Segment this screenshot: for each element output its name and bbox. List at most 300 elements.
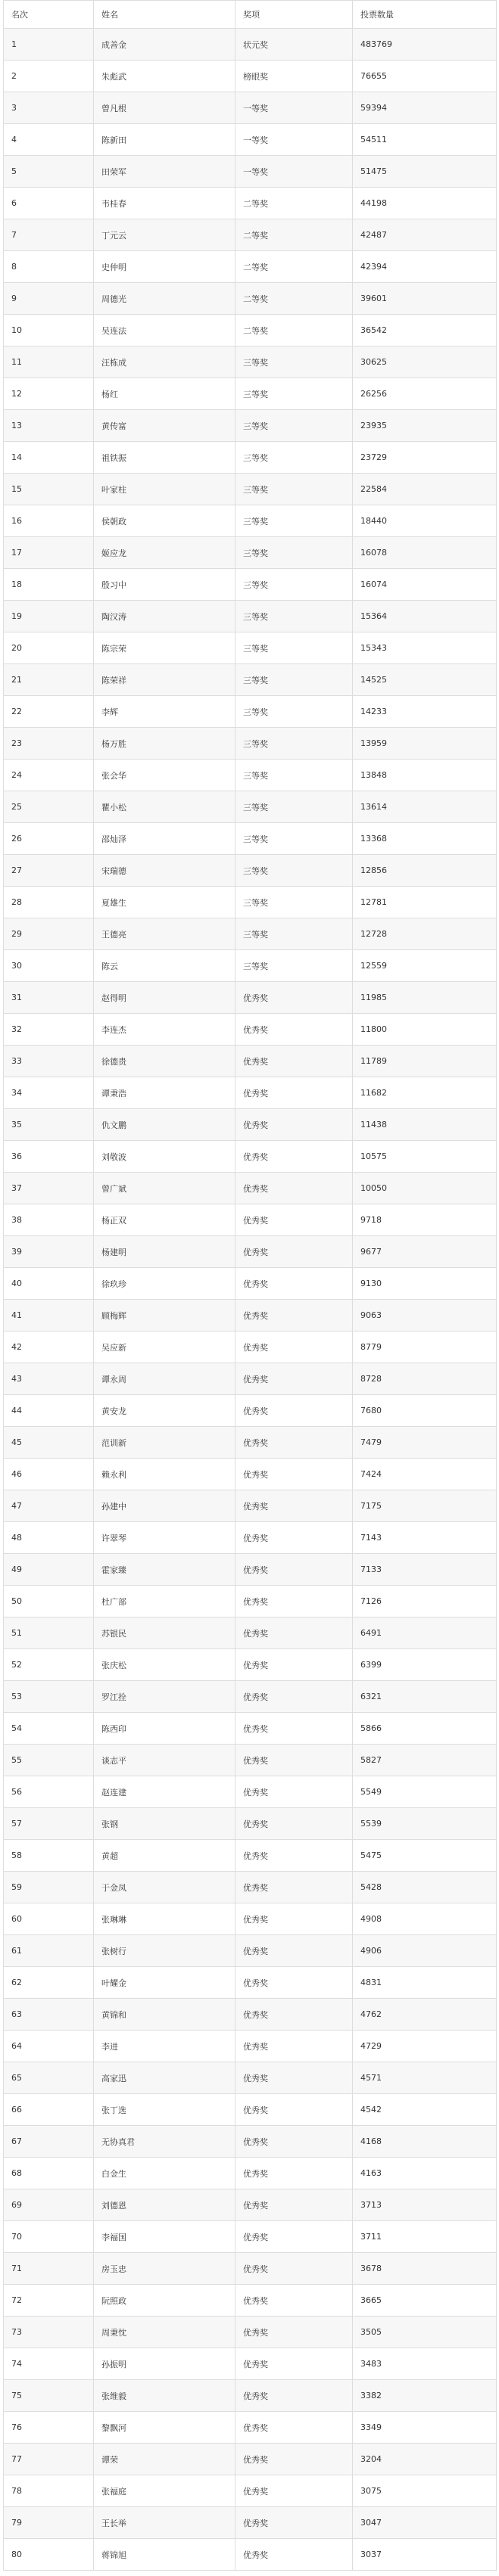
award-cell: 优秀奖 (235, 1300, 353, 1332)
votes-cell: 11985 (353, 982, 497, 1014)
votes-cell: 3713 (353, 2189, 497, 2221)
table-row (4, 1363, 497, 1395)
votes-cell: 4168 (353, 2126, 497, 2158)
award-cell: 二等奖 (235, 219, 353, 251)
name-cell: 曾广斌 (94, 1173, 235, 1204)
votes-cell: 4762 (353, 1999, 497, 2031)
award-cell: 优秀奖 (235, 1522, 353, 1554)
name-cell: 刘敬波 (94, 1141, 235, 1173)
table-row (4, 1967, 497, 1999)
name-cell: 李进 (94, 2031, 235, 2062)
award-cell: 一等奖 (235, 156, 353, 188)
rank-cell: 28 (4, 887, 94, 918)
votes-cell: 5475 (353, 1840, 497, 1872)
rank-cell: 70 (4, 2221, 94, 2253)
table-row (4, 474, 497, 505)
name-cell: 赵连建 (94, 1776, 235, 1808)
award-cell: 优秀奖 (235, 1268, 353, 1300)
table-row (4, 1046, 497, 1077)
votes-cell: 5428 (353, 1872, 497, 1903)
table-row (4, 1332, 497, 1363)
award-cell: 优秀奖 (235, 1427, 353, 1459)
table-row (4, 1141, 497, 1173)
rank-cell: 50 (4, 1586, 94, 1617)
rank-cell: 18 (4, 569, 94, 601)
name-cell: 汪栋成 (94, 346, 235, 378)
name-cell: 曾凡根 (94, 92, 235, 124)
name-cell: 杨正双 (94, 1204, 235, 1236)
award-cell: 优秀奖 (235, 982, 353, 1014)
rank-cell: 23 (4, 728, 94, 760)
name-cell: 朱彪武 (94, 61, 235, 92)
name-cell: 黄传富 (94, 410, 235, 442)
table-row (4, 918, 497, 950)
award-cell: 三等奖 (235, 601, 353, 632)
name-cell: 叶家柱 (94, 474, 235, 505)
rank-cell: 53 (4, 1681, 94, 1713)
rank-cell: 80 (4, 2539, 94, 2571)
award-cell: 优秀奖 (235, 1649, 353, 1681)
table-row (4, 1554, 497, 1586)
name-cell: 杨建明 (94, 1236, 235, 1268)
rank-cell: 45 (4, 1427, 94, 1459)
rank-cell: 69 (4, 2189, 94, 2221)
table-row (4, 1109, 497, 1141)
table-row (4, 1459, 497, 1490)
name-cell: 张庆松 (94, 1649, 235, 1681)
votes-cell: 12781 (353, 887, 497, 918)
award-cell: 优秀奖 (235, 2031, 353, 2062)
votes-cell: 23935 (353, 410, 497, 442)
rank-cell: 72 (4, 2285, 94, 2317)
votes-cell: 13368 (353, 823, 497, 855)
award-cell: 三等奖 (235, 537, 353, 569)
table-row (4, 251, 497, 283)
table-row (4, 791, 497, 823)
rank-cell: 34 (4, 1077, 94, 1109)
award-cell: 优秀奖 (235, 1014, 353, 1046)
award-cell: 优秀奖 (235, 2094, 353, 2126)
votes-cell: 4163 (353, 2158, 497, 2189)
award-cell: 优秀奖 (235, 1204, 353, 1236)
table-row (4, 346, 497, 378)
name-cell: 张树行 (94, 1935, 235, 1967)
rank-cell: 62 (4, 1967, 94, 1999)
votes-cell: 7175 (353, 1490, 497, 1522)
table-row (4, 2285, 497, 2317)
name-cell: 黄安龙 (94, 1395, 235, 1427)
name-cell: 房玉忠 (94, 2253, 235, 2285)
votes-cell: 3483 (353, 2348, 497, 2380)
rank-cell: 57 (4, 1808, 94, 1840)
votes-cell: 10575 (353, 1141, 497, 1173)
award-cell: 状元奖 (235, 29, 353, 61)
votes-cell: 12559 (353, 950, 497, 982)
award-cell: 优秀奖 (235, 1173, 353, 1204)
rank-cell: 16 (4, 505, 94, 537)
name-cell: 赖永利 (94, 1459, 235, 1490)
votes-cell: 8728 (353, 1363, 497, 1395)
name-cell: 谈志平 (94, 1745, 235, 1776)
table-row (4, 283, 497, 315)
votes-cell: 15364 (353, 601, 497, 632)
votes-cell: 4831 (353, 1967, 497, 1999)
table-row (4, 1077, 497, 1109)
table-row (4, 2412, 497, 2444)
table-row (4, 1745, 497, 1776)
name-cell: 宋瑞德 (94, 855, 235, 887)
name-cell: 于金凤 (94, 1872, 235, 1903)
name-cell: 孙建中 (94, 1490, 235, 1522)
name-cell: 杨万胜 (94, 728, 235, 760)
name-cell: 吴连法 (94, 315, 235, 346)
rank-cell: 51 (4, 1617, 94, 1649)
rank-cell: 22 (4, 696, 94, 728)
name-cell: 邵灿泽 (94, 823, 235, 855)
table-row (4, 2380, 497, 2412)
award-cell: 三等奖 (235, 632, 353, 664)
table-row (4, 1490, 497, 1522)
rank-cell: 9 (4, 283, 94, 315)
votes-cell: 4542 (353, 2094, 497, 2126)
award-cell: 优秀奖 (235, 2412, 353, 2444)
votes-cell: 39601 (353, 283, 497, 315)
name-cell: 徐德贵 (94, 1046, 235, 1077)
votes-cell: 3204 (353, 2444, 497, 2475)
award-cell: 二等奖 (235, 283, 353, 315)
rank-cell: 41 (4, 1300, 94, 1332)
award-cell: 优秀奖 (235, 1745, 353, 1776)
table-row (4, 124, 497, 156)
table-row (4, 2031, 497, 2062)
table-row (4, 696, 497, 728)
table-row (4, 410, 497, 442)
votes-cell: 15343 (353, 632, 497, 664)
name-cell: 谭秉浩 (94, 1077, 235, 1109)
rank-cell: 47 (4, 1490, 94, 1522)
name-cell: 苏银民 (94, 1617, 235, 1649)
name-cell: 周德光 (94, 283, 235, 315)
award-cell: 三等奖 (235, 728, 353, 760)
table-row (4, 2253, 497, 2285)
table-row (4, 378, 497, 410)
votes-cell: 9130 (353, 1268, 497, 1300)
table-row (4, 442, 497, 474)
name-cell: 叶耀金 (94, 1967, 235, 1999)
award-cell: 优秀奖 (235, 1776, 353, 1808)
name-cell: 刘德恩 (94, 2189, 235, 2221)
name-cell: 王长举 (94, 2507, 235, 2539)
table-row (4, 2126, 497, 2158)
award-cell: 优秀奖 (235, 2221, 353, 2253)
rank-cell: 2 (4, 61, 94, 92)
rank-cell: 14 (4, 442, 94, 474)
award-cell: 优秀奖 (235, 1713, 353, 1745)
votes-cell: 30625 (353, 346, 497, 378)
table-row (4, 728, 497, 760)
table-row (4, 92, 497, 124)
rank-cell: 10 (4, 315, 94, 346)
award-cell: 三等奖 (235, 664, 353, 696)
award-cell: 三等奖 (235, 442, 353, 474)
award-cell: 三等奖 (235, 918, 353, 950)
table-body (4, 29, 497, 2571)
table-row (4, 664, 497, 696)
award-cell: 优秀奖 (235, 2253, 353, 2285)
header-row (4, 1, 497, 29)
table-row (4, 1204, 497, 1236)
award-cell: 三等奖 (235, 505, 353, 537)
votes-cell: 5549 (353, 1776, 497, 1808)
table-row (4, 1522, 497, 1554)
name-cell: 陈宗荣 (94, 632, 235, 664)
votes-cell: 4729 (353, 2031, 497, 2062)
votes-cell: 12856 (353, 855, 497, 887)
votes-cell: 14233 (353, 696, 497, 728)
votes-cell: 4908 (353, 1903, 497, 1935)
award-cell: 优秀奖 (235, 1935, 353, 1967)
name-cell: 陈西印 (94, 1713, 235, 1745)
rank-cell: 46 (4, 1459, 94, 1490)
table-row (4, 2094, 497, 2126)
rank-cell: 48 (4, 1522, 94, 1554)
votes-cell: 3382 (353, 2380, 497, 2412)
votes-cell: 8779 (353, 1332, 497, 1363)
award-cell: 优秀奖 (235, 1586, 353, 1617)
votes-cell: 11682 (353, 1077, 497, 1109)
award-cell: 优秀奖 (235, 2158, 353, 2189)
votes-cell: 18440 (353, 505, 497, 537)
table-row (4, 569, 497, 601)
votes-cell: 7424 (353, 1459, 497, 1490)
votes-cell: 6321 (353, 1681, 497, 1713)
name-cell: 黄超 (94, 1840, 235, 1872)
rank-cell: 12 (4, 378, 94, 410)
table-row (4, 1999, 497, 2031)
name-cell: 史仲明 (94, 251, 235, 283)
name-cell: 李福国 (94, 2221, 235, 2253)
name-cell: 田荣军 (94, 156, 235, 188)
column-header-name: 姓名 (94, 1, 235, 29)
name-cell: 张会华 (94, 760, 235, 791)
votes-cell: 4906 (353, 1935, 497, 1967)
votes-cell: 3047 (353, 2507, 497, 2539)
votes-cell: 10050 (353, 1173, 497, 1204)
name-cell: 蒋锦旭 (94, 2539, 235, 2571)
table-row (4, 219, 497, 251)
votes-cell: 7479 (353, 1427, 497, 1459)
name-cell: 陶汉涛 (94, 601, 235, 632)
award-cell: 优秀奖 (235, 2189, 353, 2221)
name-cell: 阮照政 (94, 2285, 235, 2317)
table-row (4, 1427, 497, 1459)
rank-cell: 44 (4, 1395, 94, 1427)
name-cell: 侯朝政 (94, 505, 235, 537)
award-cell: 优秀奖 (235, 1554, 353, 1586)
rank-cell: 66 (4, 2094, 94, 2126)
award-cell: 榜眼奖 (235, 61, 353, 92)
rank-cell: 43 (4, 1363, 94, 1395)
name-cell: 姬应龙 (94, 537, 235, 569)
award-cell: 三等奖 (235, 823, 353, 855)
votes-cell: 44198 (353, 188, 497, 219)
rank-cell: 54 (4, 1713, 94, 1745)
award-cell: 优秀奖 (235, 1840, 353, 1872)
award-cell: 优秀奖 (235, 1808, 353, 1840)
votes-cell: 76655 (353, 61, 497, 92)
award-cell: 优秀奖 (235, 1363, 353, 1395)
votes-cell: 5866 (353, 1713, 497, 1745)
name-cell: 成善金 (94, 29, 235, 61)
table-row (4, 1872, 497, 1903)
rank-cell: 26 (4, 823, 94, 855)
award-cell: 优秀奖 (235, 2126, 353, 2158)
rank-cell: 30 (4, 950, 94, 982)
table-row (4, 2444, 497, 2475)
rank-cell: 15 (4, 474, 94, 505)
rank-cell: 67 (4, 2126, 94, 2158)
award-cell: 二等奖 (235, 188, 353, 219)
votes-cell: 16078 (353, 537, 497, 569)
rank-cell: 37 (4, 1173, 94, 1204)
award-cell: 优秀奖 (235, 1903, 353, 1935)
table-row (4, 2507, 497, 2539)
award-cell: 优秀奖 (235, 1395, 353, 1427)
table-row (4, 1395, 497, 1427)
table-row (4, 887, 497, 918)
table-row (4, 61, 497, 92)
award-cell: 优秀奖 (235, 2380, 353, 2412)
votes-cell: 23729 (353, 442, 497, 474)
votes-cell: 11789 (353, 1046, 497, 1077)
rank-cell: 68 (4, 2158, 94, 2189)
name-cell: 罗江拴 (94, 1681, 235, 1713)
award-cell: 优秀奖 (235, 1459, 353, 1490)
column-header-rank: 名次 (4, 1, 94, 29)
table-header (4, 1, 497, 29)
award-cell: 优秀奖 (235, 1681, 353, 1713)
rank-cell: 38 (4, 1204, 94, 1236)
rank-cell: 19 (4, 601, 94, 632)
name-cell: 杜广部 (94, 1586, 235, 1617)
rank-cell: 8 (4, 251, 94, 283)
table-row (4, 1268, 497, 1300)
rank-cell: 6 (4, 188, 94, 219)
table-row (4, 1935, 497, 1967)
table-row (4, 982, 497, 1014)
rank-cell: 63 (4, 1999, 94, 2031)
rank-cell: 13 (4, 410, 94, 442)
rank-cell: 58 (4, 1840, 94, 1872)
award-cell: 三等奖 (235, 760, 353, 791)
table-row (4, 1808, 497, 1840)
award-cell: 优秀奖 (235, 1332, 353, 1363)
votes-cell: 16074 (353, 569, 497, 601)
rank-cell: 32 (4, 1014, 94, 1046)
table-row (4, 2539, 497, 2571)
rank-cell: 73 (4, 2317, 94, 2348)
votes-cell: 3678 (353, 2253, 497, 2285)
award-cell: 优秀奖 (235, 1236, 353, 1268)
votes-cell: 26256 (353, 378, 497, 410)
rank-cell: 4 (4, 124, 94, 156)
name-cell: 高家迅 (94, 2062, 235, 2094)
award-cell: 优秀奖 (235, 1490, 353, 1522)
rank-cell: 21 (4, 664, 94, 696)
award-cell: 三等奖 (235, 474, 353, 505)
award-cell: 三等奖 (235, 791, 353, 823)
votes-cell: 59394 (353, 92, 497, 124)
rank-cell: 5 (4, 156, 94, 188)
table-row (4, 505, 497, 537)
award-cell: 优秀奖 (235, 2539, 353, 2571)
name-cell: 韦桂春 (94, 188, 235, 219)
award-cell: 优秀奖 (235, 2475, 353, 2507)
name-cell: 张丁选 (94, 2094, 235, 2126)
name-cell: 黄锦和 (94, 1999, 235, 2031)
rank-cell: 60 (4, 1903, 94, 1935)
rank-cell: 27 (4, 855, 94, 887)
award-cell: 优秀奖 (235, 1999, 353, 2031)
name-cell: 无协真君 (94, 2126, 235, 2158)
award-cell: 三等奖 (235, 410, 353, 442)
rank-cell: 76 (4, 2412, 94, 2444)
name-cell: 许翠琴 (94, 1522, 235, 1554)
votes-cell: 13959 (353, 728, 497, 760)
votes-cell: 3349 (353, 2412, 497, 2444)
name-cell: 杨红 (94, 378, 235, 410)
award-cell: 三等奖 (235, 887, 353, 918)
name-cell: 徐玖珍 (94, 1268, 235, 1300)
rank-cell: 39 (4, 1236, 94, 1268)
table-row (4, 315, 497, 346)
rank-cell: 35 (4, 1109, 94, 1141)
award-cell: 三等奖 (235, 950, 353, 982)
table-row (4, 1776, 497, 1808)
rank-cell: 40 (4, 1268, 94, 1300)
award-cell: 优秀奖 (235, 1967, 353, 1999)
rank-cell: 64 (4, 2031, 94, 2062)
rank-cell: 29 (4, 918, 94, 950)
table-row (4, 2348, 497, 2380)
votes-cell: 7133 (353, 1554, 497, 1586)
name-cell: 白金生 (94, 2158, 235, 2189)
table-row (4, 188, 497, 219)
table-row (4, 1236, 497, 1268)
table-row (4, 1014, 497, 1046)
table-row (4, 1840, 497, 1872)
name-cell: 王德亮 (94, 918, 235, 950)
award-cell: 优秀奖 (235, 1872, 353, 1903)
table-row (4, 537, 497, 569)
votes-cell: 4571 (353, 2062, 497, 2094)
votes-cell: 483769 (353, 29, 497, 61)
name-cell: 张维毅 (94, 2380, 235, 2412)
award-cell: 优秀奖 (235, 1141, 353, 1173)
name-cell: 谭永周 (94, 1363, 235, 1395)
vote-ranking-table (3, 0, 497, 2571)
award-cell: 一等奖 (235, 92, 353, 124)
award-cell: 一等奖 (235, 124, 353, 156)
name-cell: 陈荣祥 (94, 664, 235, 696)
rank-cell: 1 (4, 29, 94, 61)
table-row (4, 2475, 497, 2507)
award-cell: 优秀奖 (235, 2348, 353, 2380)
award-cell: 优秀奖 (235, 2285, 353, 2317)
votes-cell: 7680 (353, 1395, 497, 1427)
award-cell: 优秀奖 (235, 1617, 353, 1649)
votes-cell: 9718 (353, 1204, 497, 1236)
